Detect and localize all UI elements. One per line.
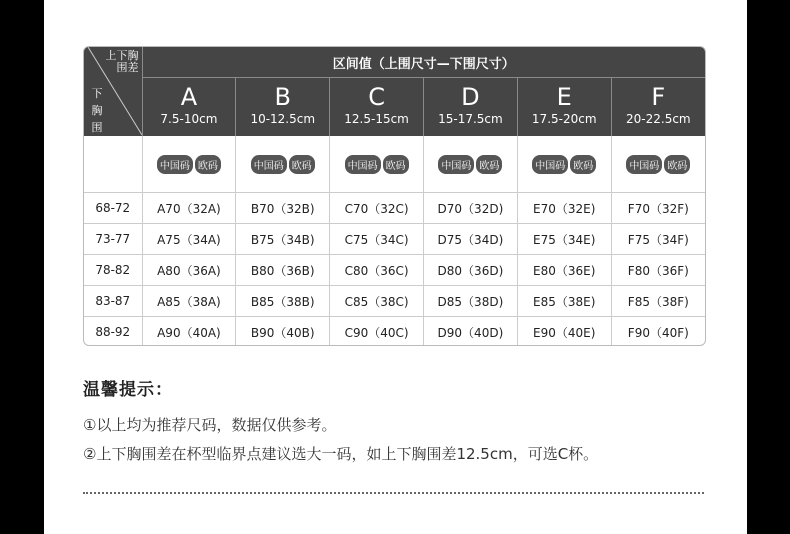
size-table <box>83 46 706 346</box>
size-cell: E75（34E) <box>517 224 611 255</box>
cup-d <box>423 78 517 137</box>
band-size: 68-72 <box>84 193 142 224</box>
band-size: 88-92 <box>84 317 142 347</box>
size-chart <box>84 47 705 346</box>
size-cell: F70（32F) <box>611 193 705 224</box>
size-cell: E70（32E) <box>517 193 611 224</box>
tips-title: 温馨提示： <box>83 380 173 400</box>
table-row <box>84 317 705 347</box>
size-cell: E90（40E) <box>517 317 611 347</box>
size-cell: B80（36B) <box>236 255 330 286</box>
tag-cell <box>423 136 517 193</box>
table-row <box>84 255 705 286</box>
size-cell: C75（34C) <box>330 224 424 255</box>
cup-letter: D <box>461 83 480 111</box>
size-cell: A75（34A) <box>142 224 236 255</box>
band-size: 78-82 <box>84 255 142 286</box>
cup-range: 20-22.5cm <box>626 112 691 126</box>
cup-letter: E <box>556 83 572 111</box>
size-cell: A85（38A) <box>142 286 236 317</box>
cup-letter: B <box>274 83 291 111</box>
cup-range: 17.5-20cm <box>531 112 597 126</box>
size-cell: D75（34D) <box>423 224 517 255</box>
tag-cell <box>236 136 330 193</box>
tag-cell <box>330 136 424 193</box>
size-cell: E85（38E) <box>517 286 611 317</box>
cn-size-tag: 中国码 <box>626 155 662 174</box>
eu-size-tag: 欧码 <box>570 155 596 174</box>
size-cell: D70（32D) <box>423 193 517 224</box>
size-cell: C85（38C) <box>330 286 424 317</box>
tag-cell <box>611 136 705 193</box>
size-cell: C90（40C) <box>330 317 424 347</box>
cn-size-tag: 中国码 <box>251 155 287 174</box>
tag-row <box>84 136 705 193</box>
cup-e <box>517 78 611 137</box>
cn-size-tag: 中国码 <box>345 155 381 174</box>
size-cell: A70（32A) <box>142 193 236 224</box>
size-cell: D80（36D) <box>423 255 517 286</box>
cup-letter: C <box>368 83 385 111</box>
size-cell: C70（32C) <box>330 193 424 224</box>
size-cell: F80（36F) <box>611 255 705 286</box>
tag-cell <box>517 136 611 193</box>
size-cell: F85（38F) <box>611 286 705 317</box>
table-row <box>84 286 705 317</box>
cup-letter: A <box>180 83 198 111</box>
cup-c <box>330 78 424 137</box>
cup-range: 7.5-10cm <box>160 112 218 126</box>
tip-item: ②上下胸围差在杯型临界点建议选大一码，如上下胸围差12.5cm，可选C杯。 <box>83 445 599 463</box>
cup-f <box>611 78 705 137</box>
cup-b <box>236 78 330 137</box>
cn-size-tag: 中国码 <box>157 155 193 174</box>
size-cell: D85（38D) <box>423 286 517 317</box>
size-cell: A90（40A) <box>142 317 236 347</box>
corner-bottom-label: 下胸围 <box>91 87 103 134</box>
size-cell: A80（36A) <box>142 255 236 286</box>
band-size: 83-87 <box>84 286 142 317</box>
eu-size-tag: 欧码 <box>195 155 221 174</box>
eu-size-tag: 欧码 <box>289 155 315 174</box>
size-cell: F75（34F) <box>611 224 705 255</box>
dotted-divider <box>83 492 704 494</box>
corner-top-label: 上下胸围差 <box>105 49 139 74</box>
size-cell: C80（36C) <box>330 255 424 286</box>
cn-size-tag: 中国码 <box>438 155 474 174</box>
cn-size-tag: 中国码 <box>532 155 568 174</box>
cup-range: 15-17.5cm <box>438 112 503 126</box>
size-cell: B90（40B) <box>236 317 330 347</box>
tip-item: ①以上均为推荐尺码，数据仅供参考。 <box>83 416 337 434</box>
cup-a <box>142 78 236 137</box>
table-row <box>84 193 705 224</box>
corner-header <box>84 47 142 136</box>
band-size: 73-77 <box>84 224 142 255</box>
page <box>44 0 747 534</box>
cup-letter: F <box>651 83 666 111</box>
size-cell: E80（36E) <box>517 255 611 286</box>
eu-size-tag: 欧码 <box>476 155 502 174</box>
eu-size-tag: 欧码 <box>383 155 409 174</box>
table-row <box>84 224 705 255</box>
tag-cell <box>142 136 236 193</box>
tag-cell-empty <box>84 136 142 193</box>
size-cell: B85（38B) <box>236 286 330 317</box>
cup-range: 12.5-15cm <box>344 112 409 126</box>
size-cell: B75（34B) <box>236 224 330 255</box>
cup-header-row <box>84 78 705 137</box>
size-cell: B70（32B) <box>236 193 330 224</box>
eu-size-tag: 欧码 <box>664 155 690 174</box>
cup-range: 10-12.5cm <box>250 112 316 126</box>
size-cell: D90（40D) <box>423 317 517 347</box>
size-cell: F90（40F) <box>627 325 689 340</box>
range-title: 区间值（上围尺寸—下围尺寸） <box>142 47 705 78</box>
